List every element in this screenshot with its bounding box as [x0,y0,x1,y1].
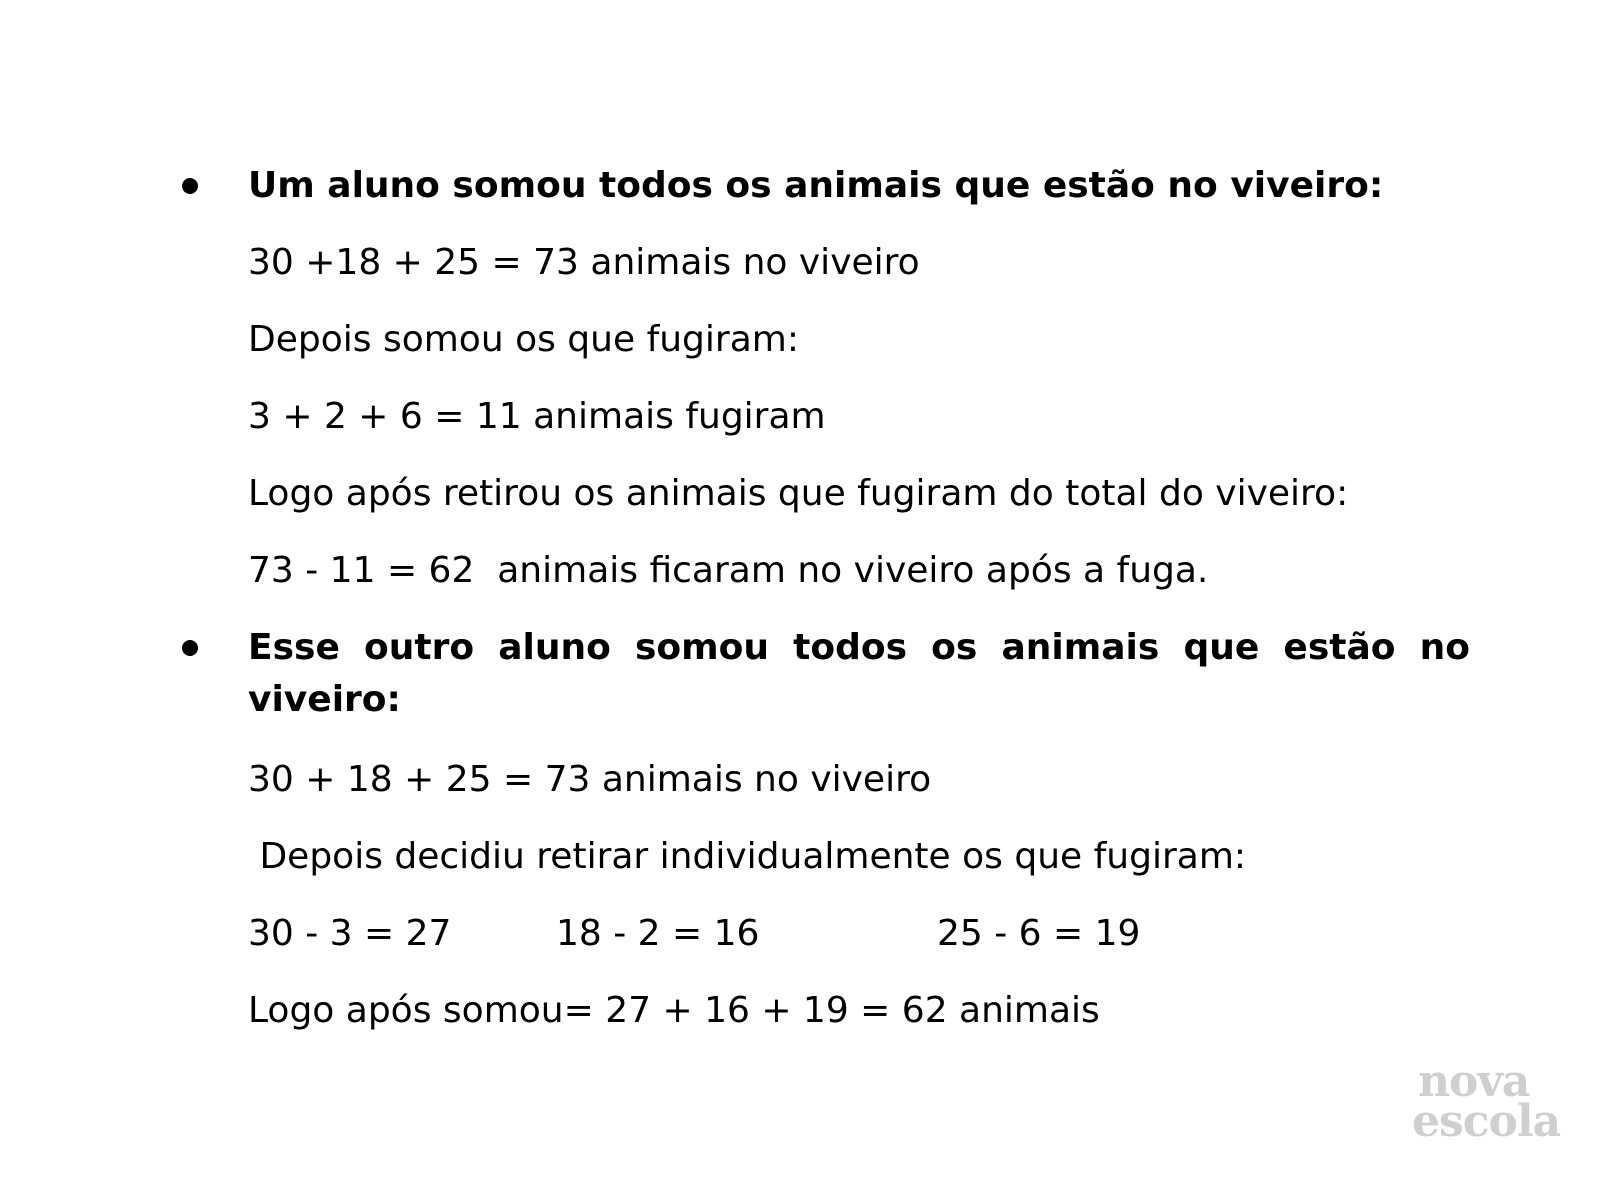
nova-escola-logo [1412,1056,1582,1147]
section2-calc-1: 30 - 3 = 27 [248,913,452,954]
section2-calc-3: 25 - 6 = 19 [937,913,1141,954]
bullet-dot-icon [182,640,198,656]
section1-line-4: Logo após retirou os animais que fugiram do total do viveiro: [248,473,1349,514]
section1-line-2: Depois somou os que fugiram: [248,319,799,360]
section1-line-5: 73 - 11 = 62 animais ficaram no viveiro após a fuga. [248,550,1209,591]
section2-heading: Esse outro aluno somou todos os animais que estão no viveiro: [248,627,1470,720]
section2-line-1: 30 + 18 + 25 = 73 animais no viveiro [248,759,932,800]
section2-line-4: Logo após somou= 27 + 16 + 19 = 62 animais [248,990,1100,1031]
section1-heading: Um aluno somou todos os animais que estão no viveiro: [248,165,1384,206]
section1-line-1: 30 +18 + 25 = 73 animais no viveiro [248,242,920,283]
logo-line-1: nova [1418,1056,1530,1107]
section2-line-2: Depois decidiu retirar individualmente os que fugiram: [248,836,1247,877]
section2-calc-2: 18 - 2 = 16 [556,913,760,954]
bullet-dot-icon [182,178,198,194]
logo-line-2: escola [1412,1096,1561,1147]
section1-line-3: 3 + 2 + 6 = 11 animais fugiram [248,396,826,437]
